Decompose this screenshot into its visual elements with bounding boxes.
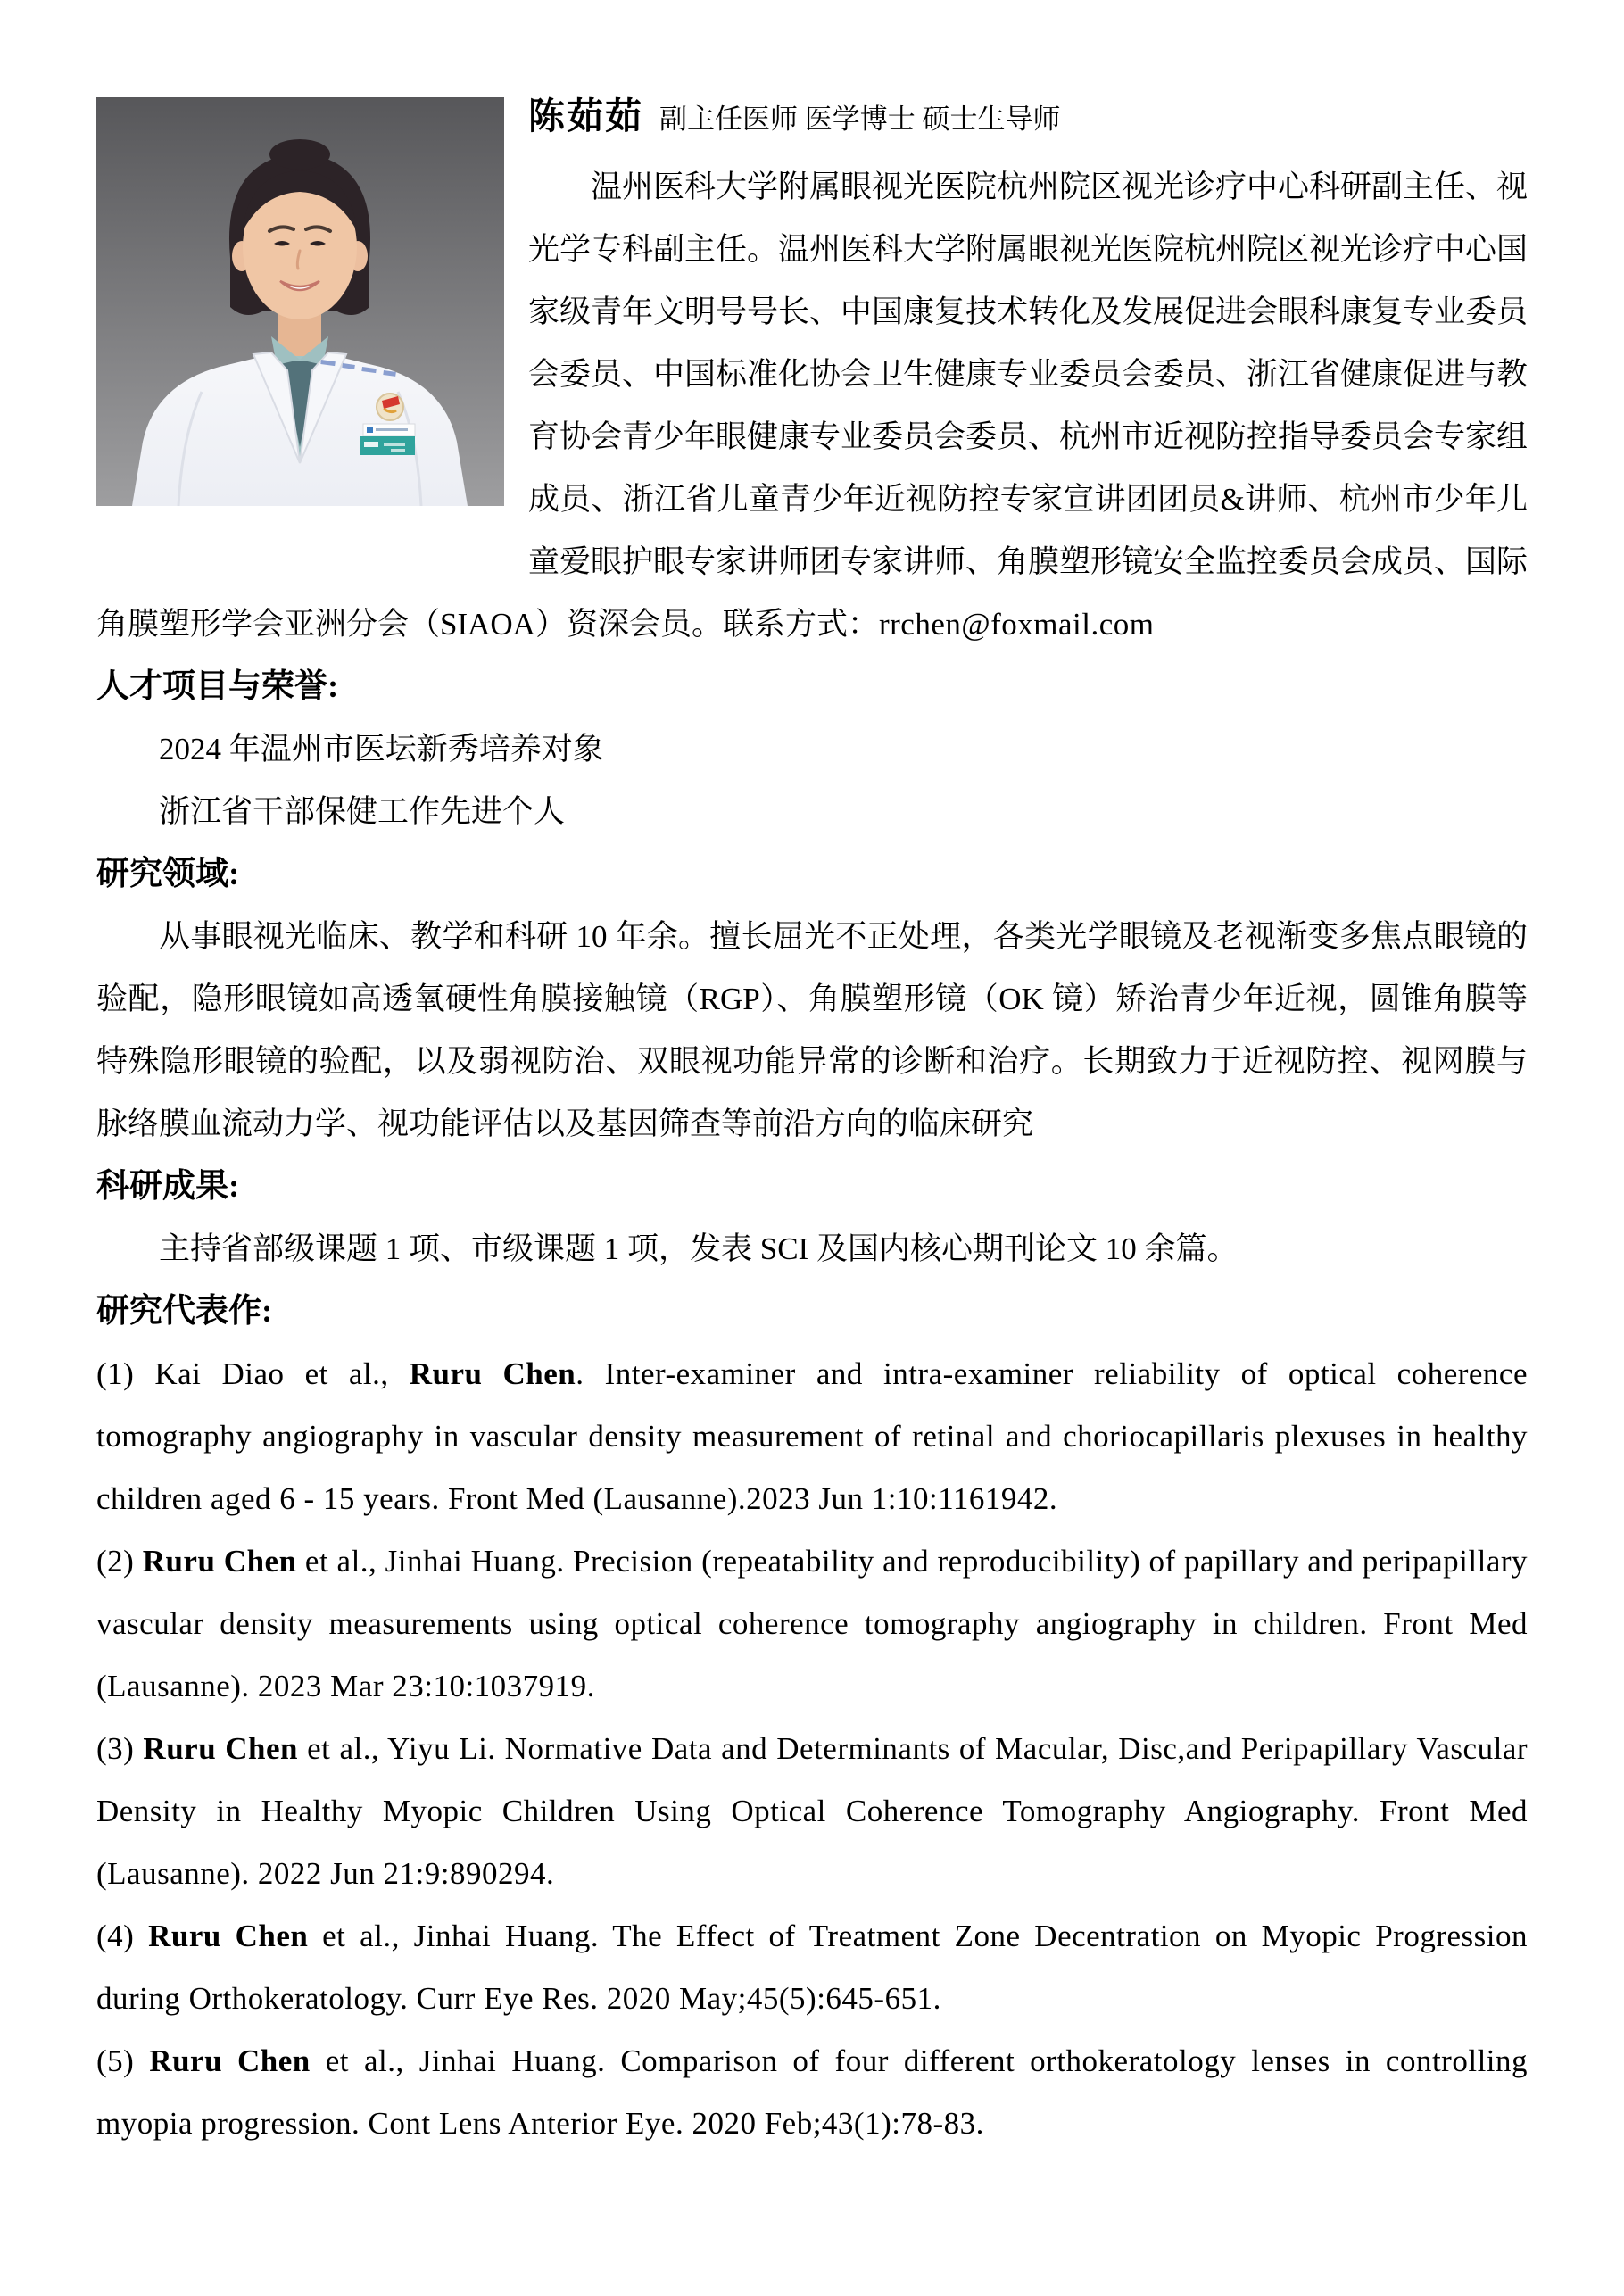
- profile-photo: [96, 97, 504, 506]
- pub-2-author-bold: Ruru Chen: [142, 1544, 297, 1579]
- membership-pin-icon: [377, 394, 403, 420]
- achievements-paragraph: 主持省部级课题 1 项、市级课题 1 项，发表 SCI 及国内核心期刊论文 10 余篇。: [159, 1231, 1239, 1266]
- email-text: rrchen@foxmail.com: [878, 607, 1155, 642]
- bio-text: 温州医科大学附属眼视光医院杭州院区视光诊疗中心科研副主任、视光学专科副主任。温州医科大学附属眼视光医院杭州院区视光诊疗中心国家级青年文明号号长、中国康复技术转化及发展促进会眼科康复专业委员会委员、中国标准化协会卫生健康专业委员会委员、浙江省健康促进与教育协会青少年眼健康专业委员会委员、杭州市近视防控指导委员会专家组成员、浙江省儿童青少年近视防控专家宣讲团团员&讲师、杭州市少年儿童爱眼护眼专家讲师团专家讲师、角膜塑形镜安全监控委员会成员、国际角膜塑形学会亚洲分会（SIAOA）资深会员。: [96, 170, 1529, 642]
- publication-item-2: [96, 1530, 1528, 1718]
- honor-item-1: 2024 年温州市医坛新秀培养对象: [159, 732, 604, 767]
- section-heading-publications: 研究代表作:: [96, 1293, 273, 1330]
- name-badge: [360, 424, 415, 455]
- pub-4-author-bold: Ruru Chen: [148, 1919, 309, 1953]
- pub-5-author-bold: Ruru Chen: [149, 2043, 311, 2078]
- honor-item-2: 浙江省干部保健工作先进个人: [159, 794, 566, 829]
- section-heading-research-areas: 研究领域:: [96, 856, 240, 892]
- pub-4-post: et al., Jinhai Huang. The Effect of Treatment Zone Decentration on Myopic Progression during Orthokeratology. Curr Eye Res. 2020 May;45(5):645-651.: [96, 1919, 1528, 2016]
- section-heading-honors: 人才项目与荣誉:: [96, 668, 339, 705]
- pub-2-post: et al., Jinhai Huang. Precision (repeatability and reproducibility) of papillary and peripapillary vascular density measurements using optical coherence tomography angiography in children. Front Med (Lausanne). 2023 Mar 23:10:1037919.: [96, 1544, 1529, 1703]
- pub-2-pre: (2): [96, 1544, 143, 1579]
- pub-1-author-bold: Ruru Chen: [409, 1356, 576, 1391]
- contact-label: 联系方式：: [722, 607, 879, 642]
- pub-3-author-bold: Ruru Chen: [143, 1731, 299, 1766]
- section-heading-achievements: 科研成果:: [96, 1168, 240, 1205]
- doctor-name: 陈茹茹: [528, 95, 643, 137]
- pub-3-pre: (3): [96, 1731, 144, 1766]
- publication-item-5: [96, 2030, 1528, 2155]
- research-areas-paragraph: 从事眼视光临床、教学和科研 10 年余。擅长屈光不正处理，各类光学眼镜及老视渐变多焦点眼镜的验配，隐形眼镜如高透氧硬性角膜接触镜（RGP）、角膜塑形镜（OK 镜）矫治青少年近视，圆锥角膜等特殊隐形眼镜的验配，以及弱视防治、双眼视功能异常的诊断和治疗。长期致力于近视防控、视网膜与脉络膜血流动力学、视功能评估以及基因筛查等前沿方向的临床研究: [96, 919, 1528, 1141]
- pub-5-pre: (5): [96, 2043, 150, 2078]
- publication-item-4: [96, 1905, 1528, 2030]
- publication-item-1: [96, 1343, 1528, 1530]
- pub-1-pre: (1) Kai Diao et al.,: [96, 1356, 410, 1391]
- document-content: [96, 85, 1528, 2155]
- doctor-titles: 副主任医师 医学博士 硕士生导师: [659, 104, 1061, 135]
- pub-3-post: et al., Yiyu Li. Normative Data and Determinants of Macular, Disc,and Peripapillary Vascular Density in Healthy Myopic Children Using Optical Coherence Tomography Angiography. Front Med (Lausanne). 2022 Jun 21:9:890294.: [96, 1731, 1529, 1891]
- publication-item-3: [96, 1718, 1528, 1905]
- pub-1-post: . Inter-examiner and intra-examiner reliability of optical coherence tomography angiography in vascular density measurement of retinal and choriocapillaris plexuses in healthy children aged 6 - 15 years. Front Med (Lausanne).2023 Jun 1:10:1161942.: [96, 1356, 1529, 1516]
- pub-4-pre: (4): [96, 1919, 149, 1953]
- pub-5-post: et al., Jinhai Huang. Comparison of four different orthokeratology lenses in controlling myopia progression. Cont Lens Anterior Eye. 2020 Feb;43(1):78-83.: [96, 2043, 1529, 2141]
